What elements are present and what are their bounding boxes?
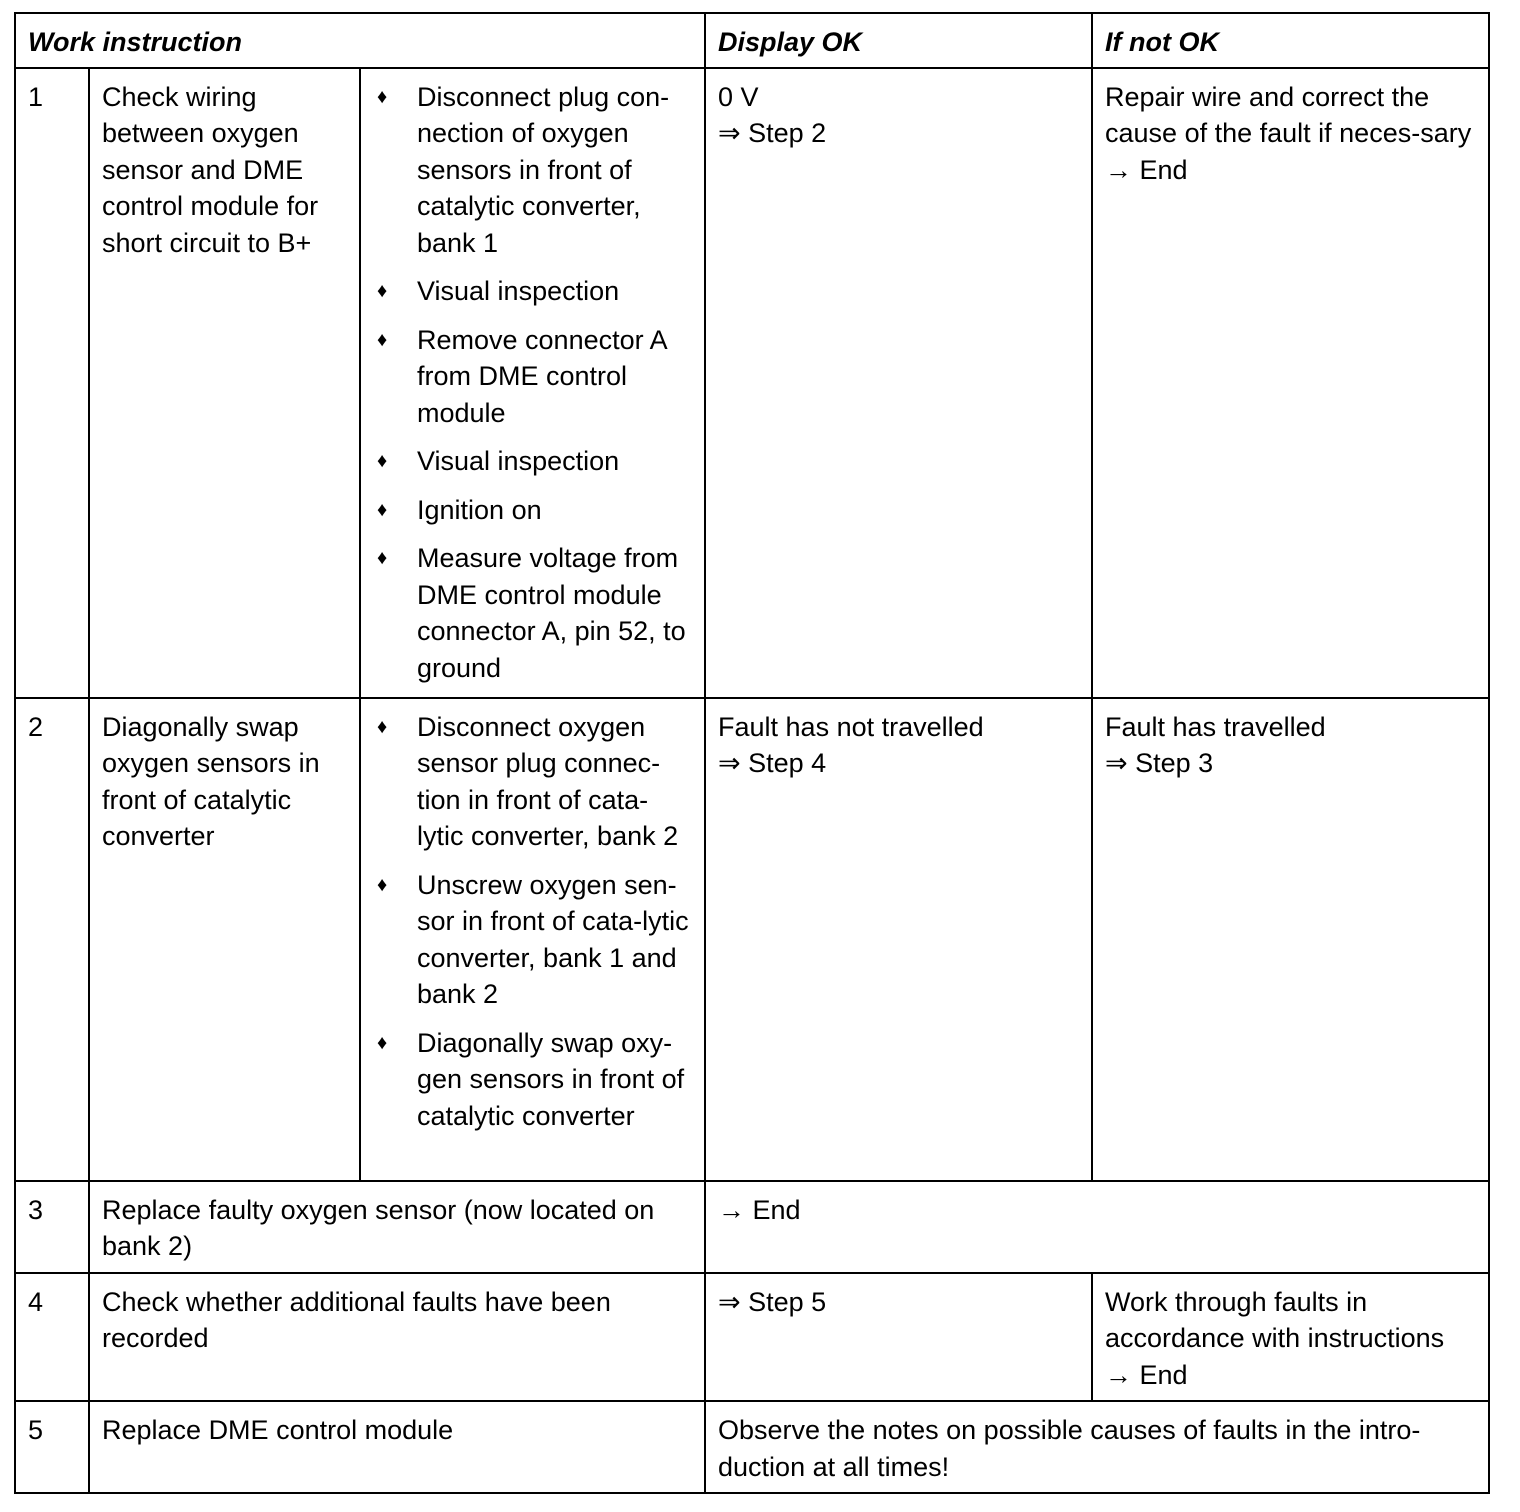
- work-instruction-table: [14, 12, 1490, 1494]
- if-not-ok-cell: [1092, 698, 1489, 1181]
- result-cell: Observe the notes on possible causes of faults in the intro-duction at all times!: [705, 1401, 1489, 1493]
- step-number: 5: [15, 1401, 89, 1493]
- step-number: 3: [15, 1181, 89, 1273]
- display-ok-cell: [705, 68, 1092, 698]
- step-action: Replace DME control module: [89, 1401, 705, 1493]
- display-ok-text: Fault has not travelled: [718, 711, 984, 742]
- display-ok-next: ⇒ Step 2: [718, 118, 827, 148]
- diamond-bullet-icon: ♦: [377, 498, 388, 521]
- table-row: [15, 1181, 1489, 1273]
- if-not-ok-text: Repair wire and correct the cause of the fault if neces-sary: [1105, 81, 1472, 148]
- list-item: [373, 540, 692, 686]
- list-item: [373, 79, 692, 262]
- list-item: [373, 867, 692, 1013]
- display-ok-next: ⇒ Step 4: [718, 748, 827, 778]
- step-number: 1: [15, 68, 89, 698]
- procedure-text: Disconnect plug con-nection of oxygen sensors in front of catalytic converter, bank 1: [417, 81, 670, 258]
- diamond-bullet-icon: ♦: [377, 450, 388, 472]
- procedure-text: Disconnect oxygen sensor plug connec-tion in front of cata-lytic converter, bank 2: [417, 711, 679, 851]
- display-ok-cell: [705, 698, 1092, 1181]
- diamond-bullet-icon: ♦: [377, 547, 388, 569]
- procedure-text: Remove connector A from DME control module: [417, 324, 667, 428]
- step-action: Check whether additional faults have been recorded: [89, 1273, 705, 1402]
- procedure-text: Diagonally swap oxy-gen sensors in front of catalytic converter: [417, 1027, 685, 1131]
- table-row: [15, 1273, 1489, 1402]
- list-item: [373, 709, 692, 855]
- diamond-bullet-icon: ♦: [377, 280, 388, 302]
- table-row: [15, 68, 1489, 698]
- step-procedure: [360, 698, 705, 1181]
- if-not-ok-text: Fault has travelled: [1105, 711, 1326, 742]
- if-not-ok-next: → End: [1105, 154, 1188, 185]
- step-action: Diagonally swap oxygen sensors in front of catalytic converter: [89, 698, 360, 1181]
- procedure-list: [373, 709, 692, 1135]
- list-item: [373, 273, 692, 310]
- if-not-ok-cell: [1092, 1273, 1489, 1402]
- diamond-bullet-icon: ♦: [377, 328, 388, 351]
- if-not-ok-next: ⇒ Step 3: [1105, 748, 1214, 778]
- step-number: 4: [15, 1273, 89, 1402]
- header-work-instruction: Work instruction: [15, 13, 705, 68]
- diamond-bullet-icon: ♦: [377, 1031, 388, 1054]
- header-if-not-ok: If not OK: [1092, 13, 1489, 68]
- list-item: [373, 443, 692, 480]
- step-action: Check wiring between oxygen sensor and DME control module for short circuit to B+: [89, 68, 360, 698]
- step-procedure: [360, 68, 705, 698]
- table-row: [15, 1401, 1489, 1493]
- diamond-bullet-icon: ♦: [377, 715, 388, 738]
- header-row: [15, 13, 1489, 68]
- procedure-text: Visual inspection: [417, 446, 620, 476]
- step-number: 2: [15, 698, 89, 1181]
- display-ok-text: 0 V: [718, 81, 759, 112]
- list-item: [373, 322, 692, 432]
- if-not-ok-cell: [1092, 68, 1489, 698]
- procedure-text: Unscrew oxygen sen-sor in front of cata-lytic converter, bank 1 and bank 2: [417, 869, 689, 1009]
- result-cell: → End: [705, 1181, 1489, 1273]
- if-not-ok-text: Work through faults in accordance with instructions: [1105, 1286, 1445, 1353]
- list-item: [373, 1025, 692, 1135]
- procedure-text: Ignition on: [417, 494, 542, 525]
- list-item: [373, 492, 692, 529]
- display-ok-cell: ⇒ Step 5: [705, 1273, 1092, 1402]
- if-not-ok-next: → End: [1105, 1359, 1188, 1390]
- header-display-ok: Display OK: [705, 13, 1092, 68]
- diamond-bullet-icon: ♦: [377, 873, 388, 896]
- step-action: Replace faulty oxygen sensor (now located on bank 2): [89, 1181, 705, 1273]
- table-row: [15, 698, 1489, 1181]
- procedure-text: Measure voltage from DME control module connector A, pin 52, to ground: [417, 543, 686, 683]
- procedure-text: Visual inspection: [417, 276, 620, 306]
- procedure-list: [373, 79, 692, 687]
- diamond-bullet-icon: ♦: [377, 85, 388, 108]
